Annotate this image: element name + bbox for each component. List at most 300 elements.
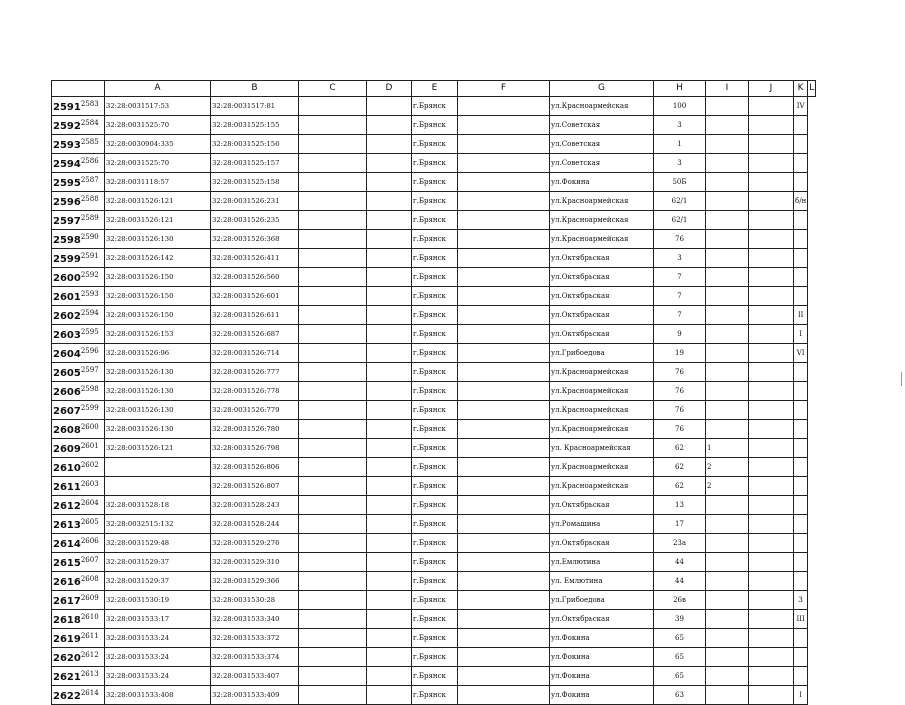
cell-l[interactable] — [794, 457, 808, 476]
cell-house-number[interactable]: 62 — [654, 438, 706, 457]
cell-d[interactable] — [299, 666, 367, 685]
cell-d[interactable] — [299, 628, 367, 647]
cell-k[interactable] — [749, 476, 794, 495]
cell-g[interactable] — [458, 647, 550, 666]
cell-house-number[interactable]: 1 — [654, 134, 706, 153]
cell-city[interactable]: г.Брянск — [412, 343, 458, 362]
row-number-cell[interactable] — [52, 96, 105, 115]
cell-city[interactable]: г.Брянск — [412, 229, 458, 248]
cell-cadastral-parcel[interactable]: 32:28:0030904:335 — [105, 134, 211, 153]
cell-cadastral-parcel[interactable]: 32:28:0031526:150 — [105, 305, 211, 324]
cell-cadastral-object[interactable]: 32:28:0031525:156 — [211, 134, 299, 153]
cell-cadastral-parcel[interactable]: 32:28:0031526:121 — [105, 191, 211, 210]
cell-cadastral-parcel[interactable]: 32:28:0031533:24 — [105, 666, 211, 685]
cell-l[interactable] — [794, 647, 808, 666]
row-number-cell[interactable] — [52, 476, 105, 495]
row-number-cell[interactable] — [52, 286, 105, 305]
cell-j[interactable]: 2 — [706, 457, 749, 476]
row-number-cell[interactable] — [52, 400, 105, 419]
cell-city[interactable]: г.Брянск — [412, 172, 458, 191]
cell-street[interactable]: ул. Красноармейская — [550, 438, 654, 457]
cell-house-number[interactable]: 3 — [654, 115, 706, 134]
cell-j[interactable] — [706, 248, 749, 267]
cell-cadastral-object[interactable]: 32:28:0031526:779 — [211, 400, 299, 419]
cell-e[interactable] — [367, 172, 412, 191]
cell-city[interactable]: г.Брянск — [412, 210, 458, 229]
cell-street[interactable]: ул.Советская — [550, 153, 654, 172]
cell-house-number[interactable]: 44 — [654, 552, 706, 571]
cell-street[interactable]: ул.Грибоедова — [550, 590, 654, 609]
cell-street[interactable]: ул.Октябрьская — [550, 609, 654, 628]
cell-g[interactable] — [458, 609, 550, 628]
cell-l[interactable]: III — [794, 609, 808, 628]
cell-k[interactable] — [749, 666, 794, 685]
cell-l[interactable] — [794, 533, 808, 552]
cell-cadastral-parcel[interactable]: 32:28:0031529:48 — [105, 533, 211, 552]
cell-d[interactable] — [299, 191, 367, 210]
column-header-h[interactable]: H — [654, 81, 706, 97]
cell-l[interactable] — [794, 514, 808, 533]
cell-j[interactable]: 1 — [706, 438, 749, 457]
cell-house-number[interactable]: 39 — [654, 609, 706, 628]
cell-k[interactable] — [749, 400, 794, 419]
cell-j[interactable] — [706, 381, 749, 400]
row-number-cell[interactable] — [52, 685, 105, 704]
row-number-cell[interactable] — [52, 305, 105, 324]
cell-street[interactable]: ул.Красноармейская — [550, 400, 654, 419]
cell-e[interactable] — [367, 590, 412, 609]
cell-cadastral-parcel[interactable]: 32:28:0031533:408 — [105, 685, 211, 704]
cell-l[interactable] — [794, 134, 808, 153]
cell-g[interactable] — [458, 476, 550, 495]
cell-d[interactable] — [299, 457, 367, 476]
cell-d[interactable] — [299, 476, 367, 495]
cell-cadastral-object[interactable]: 32:28:0031526:778 — [211, 381, 299, 400]
cell-cadastral-object[interactable]: 32:28:0031525:157 — [211, 153, 299, 172]
cell-cadastral-parcel[interactable] — [105, 457, 211, 476]
cell-cadastral-parcel[interactable]: 32:28:0031526:130 — [105, 381, 211, 400]
cell-j[interactable] — [706, 134, 749, 153]
cell-house-number[interactable]: 26в — [654, 590, 706, 609]
cell-g[interactable] — [458, 267, 550, 286]
cell-cadastral-object[interactable]: 32:28:0031533:409 — [211, 685, 299, 704]
cell-house-number[interactable]: 65 — [654, 628, 706, 647]
cell-g[interactable] — [458, 628, 550, 647]
cell-g[interactable] — [458, 552, 550, 571]
cell-j[interactable] — [706, 229, 749, 248]
row-number-cell[interactable] — [52, 552, 105, 571]
cell-city[interactable]: г.Брянск — [412, 324, 458, 343]
cell-house-number[interactable]: 3 — [654, 248, 706, 267]
cell-g[interactable] — [458, 590, 550, 609]
cell-house-number[interactable]: 50Б — [654, 172, 706, 191]
cell-j[interactable] — [706, 495, 749, 514]
cell-l[interactable] — [794, 267, 808, 286]
cell-e[interactable] — [367, 438, 412, 457]
cell-street[interactable]: ул.Фокина — [550, 628, 654, 647]
cell-l[interactable]: б/н — [794, 191, 808, 210]
cell-l[interactable] — [794, 400, 808, 419]
cell-k[interactable] — [749, 324, 794, 343]
cell-d[interactable] — [299, 685, 367, 704]
cell-d[interactable] — [299, 495, 367, 514]
cell-house-number[interactable]: 65 — [654, 647, 706, 666]
cell-street[interactable]: ул.Грибоедова — [550, 343, 654, 362]
cell-l[interactable] — [794, 172, 808, 191]
cell-street[interactable]: ул.Красноармейская — [550, 381, 654, 400]
cell-l[interactable] — [794, 286, 808, 305]
cell-j[interactable] — [706, 628, 749, 647]
cell-street[interactable]: ул.Красноармейская — [550, 229, 654, 248]
cell-l[interactable] — [794, 495, 808, 514]
column-header-k[interactable]: K — [794, 81, 808, 97]
cell-e[interactable] — [367, 153, 412, 172]
cell-house-number[interactable]: 63 — [654, 685, 706, 704]
cell-l[interactable]: IV — [794, 96, 808, 115]
cell-k[interactable] — [749, 571, 794, 590]
cell-cadastral-parcel[interactable]: 32:28:0031529:37 — [105, 552, 211, 571]
cell-cadastral-object[interactable]: 32:28:0031526:807 — [211, 476, 299, 495]
cell-city[interactable]: г.Брянск — [412, 286, 458, 305]
row-number-cell[interactable] — [52, 229, 105, 248]
cell-cadastral-parcel[interactable]: 32:28:0031118:57 — [105, 172, 211, 191]
cell-d[interactable] — [299, 590, 367, 609]
cell-e[interactable] — [367, 134, 412, 153]
cell-house-number[interactable]: 44 — [654, 571, 706, 590]
cell-l[interactable] — [794, 476, 808, 495]
cell-cadastral-object[interactable]: 32:28:0031533:340 — [211, 609, 299, 628]
cell-l[interactable]: II — [794, 305, 808, 324]
cell-cadastral-parcel[interactable]: 32:28:0031526:121 — [105, 210, 211, 229]
cell-g[interactable] — [458, 248, 550, 267]
cell-j[interactable] — [706, 647, 749, 666]
cell-cadastral-parcel[interactable]: 32:28:0031526:130 — [105, 229, 211, 248]
cell-l[interactable] — [794, 153, 808, 172]
cell-city[interactable]: г.Брянск — [412, 115, 458, 134]
cell-cadastral-object[interactable]: 32:28:0031526:601 — [211, 286, 299, 305]
cell-d[interactable] — [299, 305, 367, 324]
cell-j[interactable] — [706, 305, 749, 324]
cell-k[interactable] — [749, 343, 794, 362]
cell-g[interactable] — [458, 514, 550, 533]
cell-house-number[interactable]: 9 — [654, 324, 706, 343]
cell-cadastral-parcel[interactable]: 32:28:0031525:70 — [105, 153, 211, 172]
cell-j[interactable] — [706, 343, 749, 362]
row-number-cell[interactable] — [52, 609, 105, 628]
cell-l[interactable]: VI — [794, 343, 808, 362]
cell-house-number[interactable]: 7 — [654, 267, 706, 286]
row-number-cell[interactable] — [52, 419, 105, 438]
cell-cadastral-parcel[interactable]: 32:28:0031526:150 — [105, 286, 211, 305]
row-number-cell[interactable] — [52, 495, 105, 514]
cell-house-number[interactable]: 23а — [654, 533, 706, 552]
cell-cadastral-parcel[interactable]: 32:28:0031526:153 — [105, 324, 211, 343]
cell-e[interactable] — [367, 305, 412, 324]
cell-g[interactable] — [458, 305, 550, 324]
cell-g[interactable] — [458, 229, 550, 248]
cell-street[interactable]: ул.Ромашина — [550, 514, 654, 533]
cell-cadastral-object[interactable]: 32:28:0031526:798 — [211, 438, 299, 457]
cell-k[interactable] — [749, 438, 794, 457]
cell-e[interactable] — [367, 343, 412, 362]
cell-cadastral-parcel[interactable]: 32:28:0031533:24 — [105, 647, 211, 666]
cell-d[interactable] — [299, 381, 367, 400]
cell-house-number[interactable]: 17 — [654, 514, 706, 533]
cell-cadastral-object[interactable]: 32:28:0031525:155 — [211, 115, 299, 134]
cell-city[interactable]: г.Брянск — [412, 666, 458, 685]
cell-city[interactable]: г.Брянск — [412, 191, 458, 210]
row-number-cell[interactable] — [52, 115, 105, 134]
cell-street[interactable]: ул.Красноармейская — [550, 457, 654, 476]
cell-cadastral-object[interactable]: 32:28:0031526:777 — [211, 362, 299, 381]
cell-house-number[interactable]: 62/1 — [654, 210, 706, 229]
cell-j[interactable] — [706, 609, 749, 628]
cell-d[interactable] — [299, 248, 367, 267]
cell-g[interactable] — [458, 362, 550, 381]
cell-street[interactable]: ул.Октябрьская — [550, 305, 654, 324]
cell-d[interactable] — [299, 552, 367, 571]
cell-g[interactable] — [458, 533, 550, 552]
cell-city[interactable]: г.Брянск — [412, 305, 458, 324]
cell-g[interactable] — [458, 666, 550, 685]
cell-e[interactable] — [367, 229, 412, 248]
cell-d[interactable] — [299, 286, 367, 305]
cell-e[interactable] — [367, 571, 412, 590]
cell-house-number[interactable]: 76 — [654, 229, 706, 248]
cell-cadastral-object[interactable]: 32:28:0031526:235 — [211, 210, 299, 229]
cell-cadastral-object[interactable]: 32:28:0031526:687 — [211, 324, 299, 343]
row-number-cell[interactable] — [52, 381, 105, 400]
cell-g[interactable] — [458, 134, 550, 153]
cell-k[interactable] — [749, 96, 794, 115]
cell-house-number[interactable]: 76 — [654, 362, 706, 381]
cell-city[interactable]: г.Брянск — [412, 381, 458, 400]
cell-house-number[interactable]: 7 — [654, 286, 706, 305]
cell-l[interactable]: I — [794, 324, 808, 343]
cell-e[interactable] — [367, 514, 412, 533]
cell-j[interactable] — [706, 172, 749, 191]
cell-house-number[interactable]: 62 — [654, 457, 706, 476]
cell-d[interactable] — [299, 609, 367, 628]
cell-cadastral-object[interactable]: 32:28:0031526:411 — [211, 248, 299, 267]
cell-cadastral-parcel[interactable]: 32:28:0031517:53 — [105, 96, 211, 115]
cell-d[interactable] — [299, 571, 367, 590]
cell-house-number[interactable]: 19 — [654, 343, 706, 362]
cell-l[interactable] — [794, 666, 808, 685]
cell-city[interactable]: г.Брянск — [412, 495, 458, 514]
cell-l[interactable]: 3 — [794, 590, 808, 609]
cell-e[interactable] — [367, 495, 412, 514]
cell-d[interactable] — [299, 115, 367, 134]
cell-d[interactable] — [299, 400, 367, 419]
cell-cadastral-parcel[interactable]: 32:28:0031526:150 — [105, 267, 211, 286]
cell-house-number[interactable]: 62 — [654, 476, 706, 495]
cell-cadastral-parcel[interactable]: 32:28:0031533:24 — [105, 628, 211, 647]
cell-j[interactable] — [706, 362, 749, 381]
cell-cadastral-object[interactable]: 32:28:0031533:407 — [211, 666, 299, 685]
cell-city[interactable]: г.Брянск — [412, 419, 458, 438]
cell-k[interactable] — [749, 229, 794, 248]
row-number-cell[interactable] — [52, 134, 105, 153]
cell-d[interactable] — [299, 153, 367, 172]
row-number-cell[interactable] — [52, 571, 105, 590]
cell-k[interactable] — [749, 685, 794, 704]
cell-e[interactable] — [367, 400, 412, 419]
cell-street[interactable]: ул.Советская — [550, 115, 654, 134]
column-header-l[interactable]: L — [808, 81, 816, 97]
column-header-g[interactable]: G — [550, 81, 654, 97]
column-header-i[interactable]: I — [706, 81, 749, 97]
cell-e[interactable] — [367, 324, 412, 343]
cell-d[interactable] — [299, 419, 367, 438]
cell-j[interactable]: 2 — [706, 476, 749, 495]
cell-k[interactable] — [749, 248, 794, 267]
row-number-cell[interactable] — [52, 647, 105, 666]
cell-e[interactable] — [367, 419, 412, 438]
cell-l[interactable] — [794, 115, 808, 134]
cell-street[interactable]: ул.Октябрьская — [550, 286, 654, 305]
cell-e[interactable] — [367, 96, 412, 115]
cell-street[interactable]: ул. Емлютина — [550, 571, 654, 590]
cell-k[interactable] — [749, 153, 794, 172]
cell-cadastral-object[interactable]: 32:28:0031533:372 — [211, 628, 299, 647]
cell-k[interactable] — [749, 115, 794, 134]
cell-e[interactable] — [367, 666, 412, 685]
column-header-a[interactable]: A — [105, 81, 211, 97]
cell-city[interactable]: г.Брянск — [412, 609, 458, 628]
cell-k[interactable] — [749, 210, 794, 229]
row-number-cell[interactable] — [52, 343, 105, 362]
cell-l[interactable] — [794, 628, 808, 647]
cell-cadastral-object[interactable]: 32:28:0031526:231 — [211, 191, 299, 210]
cell-e[interactable] — [367, 609, 412, 628]
cell-k[interactable] — [749, 609, 794, 628]
cell-e[interactable] — [367, 286, 412, 305]
cell-city[interactable]: г.Брянск — [412, 628, 458, 647]
cell-j[interactable] — [706, 419, 749, 438]
cell-street[interactable]: ул.Фокина — [550, 647, 654, 666]
cell-city[interactable]: г.Брянск — [412, 552, 458, 571]
cell-cadastral-parcel[interactable]: 32:28:0031526:142 — [105, 248, 211, 267]
row-number-cell[interactable] — [52, 362, 105, 381]
cell-g[interactable] — [458, 400, 550, 419]
cell-cadastral-parcel[interactable]: 32:28:0032515:132 — [105, 514, 211, 533]
cell-k[interactable] — [749, 267, 794, 286]
cell-street[interactable]: ул.Октябрьская — [550, 495, 654, 514]
cell-city[interactable]: г.Брянск — [412, 514, 458, 533]
cell-cadastral-object[interactable]: 32:28:0031525:158 — [211, 172, 299, 191]
cell-d[interactable] — [299, 438, 367, 457]
cell-street[interactable]: ул.Октябрьская — [550, 533, 654, 552]
cell-l[interactable] — [794, 248, 808, 267]
cell-cadastral-parcel[interactable]: 32:28:0031525:70 — [105, 115, 211, 134]
row-number-cell[interactable] — [52, 514, 105, 533]
cell-cadastral-object[interactable]: 32:28:0031528:244 — [211, 514, 299, 533]
cell-street[interactable]: ул.Октябрьская — [550, 324, 654, 343]
cell-j[interactable] — [706, 191, 749, 210]
cell-cadastral-object[interactable]: 32:28:0031526:780 — [211, 419, 299, 438]
cell-k[interactable] — [749, 590, 794, 609]
cell-city[interactable]: г.Брянск — [412, 590, 458, 609]
cell-street[interactable]: ул.Красноармейская — [550, 210, 654, 229]
cell-k[interactable] — [749, 381, 794, 400]
cell-street[interactable]: ул.Фокина — [550, 685, 654, 704]
cell-g[interactable] — [458, 438, 550, 457]
cell-g[interactable] — [458, 419, 550, 438]
cell-street[interactable]: ул.Фокина — [550, 172, 654, 191]
cell-k[interactable] — [749, 628, 794, 647]
row-number-cell[interactable] — [52, 210, 105, 229]
row-number-cell[interactable] — [52, 533, 105, 552]
row-number-cell[interactable] — [52, 457, 105, 476]
cell-street[interactable]: ул.Красноармейская — [550, 476, 654, 495]
cell-l[interactable] — [794, 381, 808, 400]
row-number-cell[interactable] — [52, 153, 105, 172]
cell-e[interactable] — [367, 647, 412, 666]
column-header-b[interactable]: B — [211, 81, 299, 97]
cell-cadastral-object[interactable]: 32:28:0031526:560 — [211, 267, 299, 286]
row-number-cell[interactable] — [52, 666, 105, 685]
cell-city[interactable]: г.Брянск — [412, 267, 458, 286]
cell-cadastral-object[interactable]: 32:28:0031526:368 — [211, 229, 299, 248]
cell-street[interactable]: ул.Красноармейская — [550, 362, 654, 381]
cell-j[interactable] — [706, 400, 749, 419]
cell-cadastral-parcel[interactable]: 32:28:0031526:130 — [105, 400, 211, 419]
cell-j[interactable] — [706, 571, 749, 590]
cell-d[interactable] — [299, 533, 367, 552]
cell-e[interactable] — [367, 267, 412, 286]
cell-d[interactable] — [299, 134, 367, 153]
cell-street[interactable]: ул.Фокина — [550, 666, 654, 685]
cell-k[interactable] — [749, 552, 794, 571]
cell-cadastral-parcel[interactable]: 32:28:0031526:96 — [105, 343, 211, 362]
cell-g[interactable] — [458, 324, 550, 343]
cell-city[interactable]: г.Брянск — [412, 153, 458, 172]
row-number-cell[interactable] — [52, 438, 105, 457]
cell-k[interactable] — [749, 191, 794, 210]
cell-e[interactable] — [367, 248, 412, 267]
cell-j[interactable] — [706, 324, 749, 343]
cell-house-number[interactable]: 76 — [654, 381, 706, 400]
cell-city[interactable]: г.Брянск — [412, 96, 458, 115]
cell-city[interactable]: г.Брянск — [412, 134, 458, 153]
cell-l[interactable] — [794, 438, 808, 457]
cell-street[interactable]: ул.Красноармейская — [550, 419, 654, 438]
cell-e[interactable] — [367, 115, 412, 134]
cell-city[interactable]: г.Брянск — [412, 362, 458, 381]
cell-city[interactable]: г.Брянск — [412, 533, 458, 552]
row-number-cell[interactable] — [52, 590, 105, 609]
column-header-j[interactable]: J — [749, 81, 794, 97]
row-number-cell[interactable] — [52, 628, 105, 647]
cell-g[interactable] — [458, 286, 550, 305]
cell-street[interactable]: ул.Емлютина — [550, 552, 654, 571]
cell-d[interactable] — [299, 324, 367, 343]
cell-j[interactable] — [706, 552, 749, 571]
column-header-c[interactable]: C — [299, 81, 367, 97]
cell-city[interactable]: г.Брянск — [412, 438, 458, 457]
row-number-cell[interactable] — [52, 191, 105, 210]
cell-cadastral-parcel[interactable]: 32:28:0031526:130 — [105, 419, 211, 438]
cell-cadastral-parcel[interactable]: 32:28:0031526:121 — [105, 438, 211, 457]
cell-cadastral-parcel[interactable] — [105, 476, 211, 495]
cell-street[interactable]: ул.Октябрьская — [550, 248, 654, 267]
cell-cadastral-object[interactable]: 32:28:0031517:81 — [211, 96, 299, 115]
cell-cadastral-object[interactable]: 32:28:0031528:243 — [211, 495, 299, 514]
cell-cadastral-parcel[interactable]: 32:28:0031526:130 — [105, 362, 211, 381]
cell-l[interactable] — [794, 210, 808, 229]
cell-j[interactable] — [706, 153, 749, 172]
